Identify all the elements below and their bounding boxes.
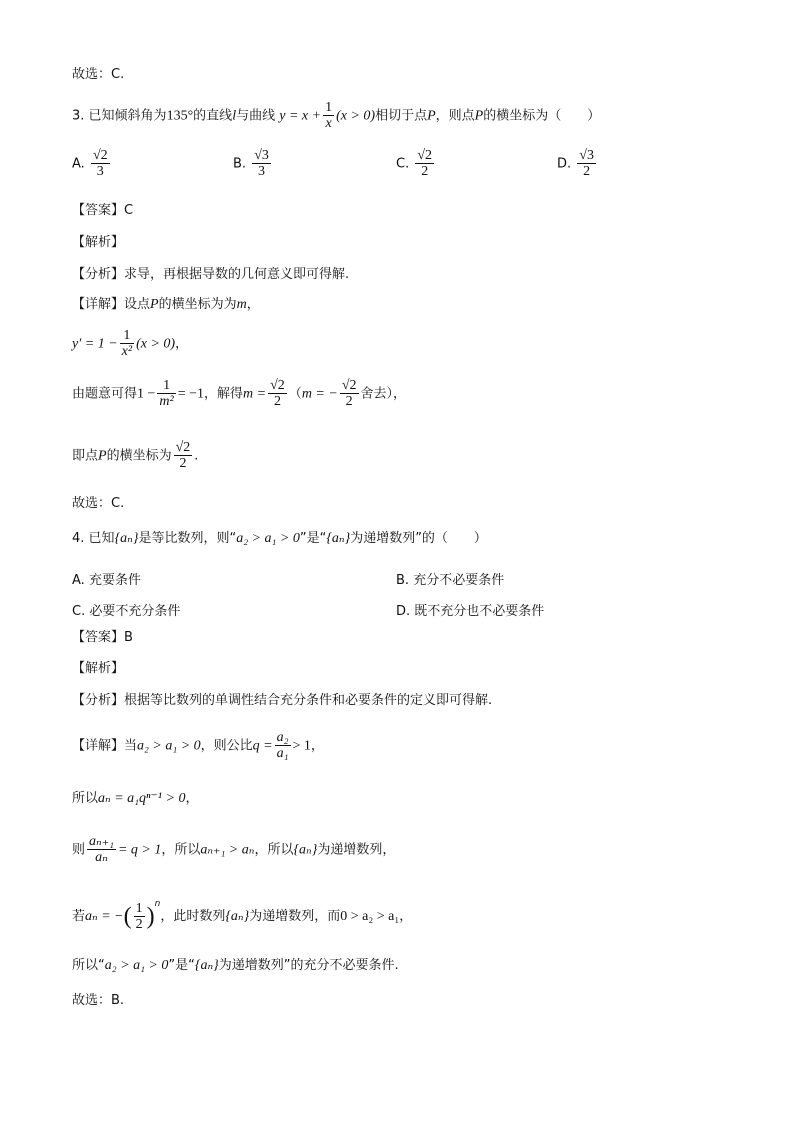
s4-line: 若aₙ = −( $\frac{1}{2}$ )$^n$，此时数列{aₙ}为递增数列，而0 > a₂ > a₁， [72, 899, 413, 932]
option-b: B. $\frac{√3}{3}$ [233, 148, 269, 180]
s3-line: 则 $\frac{\text{aₙ₊₁}}{\text{aₙ}}$ = q > 1，所以aₙ₊₁ > aₙ，所以{aₙ}为递增数列， [72, 834, 396, 866]
s1-line: 【详解】当a₂ > a₁ > 0，则公比q = $\frac{\text{a₂}}{\text{a₁}}$ > 1， [72, 730, 324, 762]
math-var: l [232, 108, 237, 124]
analysis-title: 【解析】 [72, 661, 125, 676]
question-4: 4. 已知{aₙ}是等比数列，则“a₂ > a₁ > 0”是“{aₙ}为递增数列”的（ ） [72, 531, 487, 546]
math-fraction: $\frac{√2}{2}$ [417, 148, 433, 180]
s5-line: 所以“a₂ > a₁ > 0”是“{aₙ}为递增数列”的充分不必要条件. [72, 958, 399, 973]
option-c: C. 必要不充分条件 [72, 604, 181, 619]
answer-line: 【答案】B [72, 630, 133, 645]
question-text: 相切于点 [375, 108, 428, 124]
option-a: A. $\frac{√2}{3}$ [72, 148, 108, 180]
math-fraction: $\frac{1}{\text{x²}}$ [121, 328, 133, 360]
question-text: ，则点 [435, 108, 475, 124]
analysis-fenxi: 【分析】根据等比数列的单调性结合充分条件和必要条件的定义即可得解. [72, 693, 493, 708]
math-fraction: $\frac{1}{2}$ [135, 900, 143, 932]
option-a: A. 充要条件 [72, 573, 141, 588]
question-text: 的直线 [193, 108, 233, 124]
math-cond: (x > 0) [336, 108, 376, 124]
final-answer: 故选：B. [72, 993, 125, 1008]
question-number: 3. [72, 108, 85, 124]
text-line [72, 68, 124, 81]
math-fraction: $\frac{√2}{2}$ [341, 378, 357, 410]
math-fraction: $\frac{√2}{2}$ [175, 440, 191, 472]
math-fraction: $\frac{√3}{3}$ [254, 148, 269, 180]
question-text: 的横坐标为（ ） [483, 108, 601, 124]
final-answer: 故选：C. [72, 496, 125, 511]
math-fraction: $\frac{1}{x}$ [325, 100, 333, 132]
analysis-title: 【解析】 [72, 235, 125, 250]
analysis-xiangjie: 【详解】设点P的横坐标为为m， [72, 297, 260, 312]
step2-line: 由题意可得1 − $\frac{1}{\text{m²}}$ = −1，解得m = $\frac{√2}{2}$ （m = − $\frac{√2}{2}$ 舍去）， [72, 378, 407, 410]
math-var: P [474, 108, 484, 124]
option-c: C. $\frac{√2}{2}$ [396, 148, 433, 180]
math-fraction: $\frac{1}{\text{m²}}$ [159, 378, 174, 410]
option-d: D. $\frac{√3}{2}$ [557, 148, 594, 180]
question-text: 已知倾斜角为 [88, 108, 167, 124]
derivative-line: y′ = 1 − $\frac{1}{\text{x²}}$ (x > 0)， [72, 328, 189, 360]
question-3 [72, 100, 600, 132]
math-var: P [427, 108, 436, 124]
math-fraction: $\frac{√2}{3}$ [92, 148, 108, 180]
math-fraction: $\frac{\text{aₙ₊₁}}{\text{aₙ}}$ [89, 834, 114, 866]
option-d: D. 既不充分也不必要条件 [396, 604, 545, 619]
option-b: B. 充分不必要条件 [396, 573, 505, 588]
math-fraction: $\frac{\text{a₂}}{\text{a₁}}$ [276, 730, 289, 762]
math-expr: y = x + [279, 108, 322, 124]
step3-line: 即点P的横坐标为 $\frac{√2}{2}$ . [72, 440, 199, 472]
answer-line: 【答案】C [72, 203, 134, 218]
question-text: 与曲线 [236, 108, 276, 124]
s2-line: 所以aₙ = a₁qⁿ⁻¹ > 0， [72, 791, 199, 806]
analysis-fenxi: 【分析】求导，再根据导数的几何意义即可得解. [72, 267, 350, 282]
answer-choice-text: 故选：C. [72, 67, 125, 82]
math-fraction: $\frac{√2}{2}$ [270, 378, 285, 410]
math-angle: 135° [166, 108, 194, 124]
math-fraction: $\frac{√3}{2}$ [579, 148, 594, 180]
